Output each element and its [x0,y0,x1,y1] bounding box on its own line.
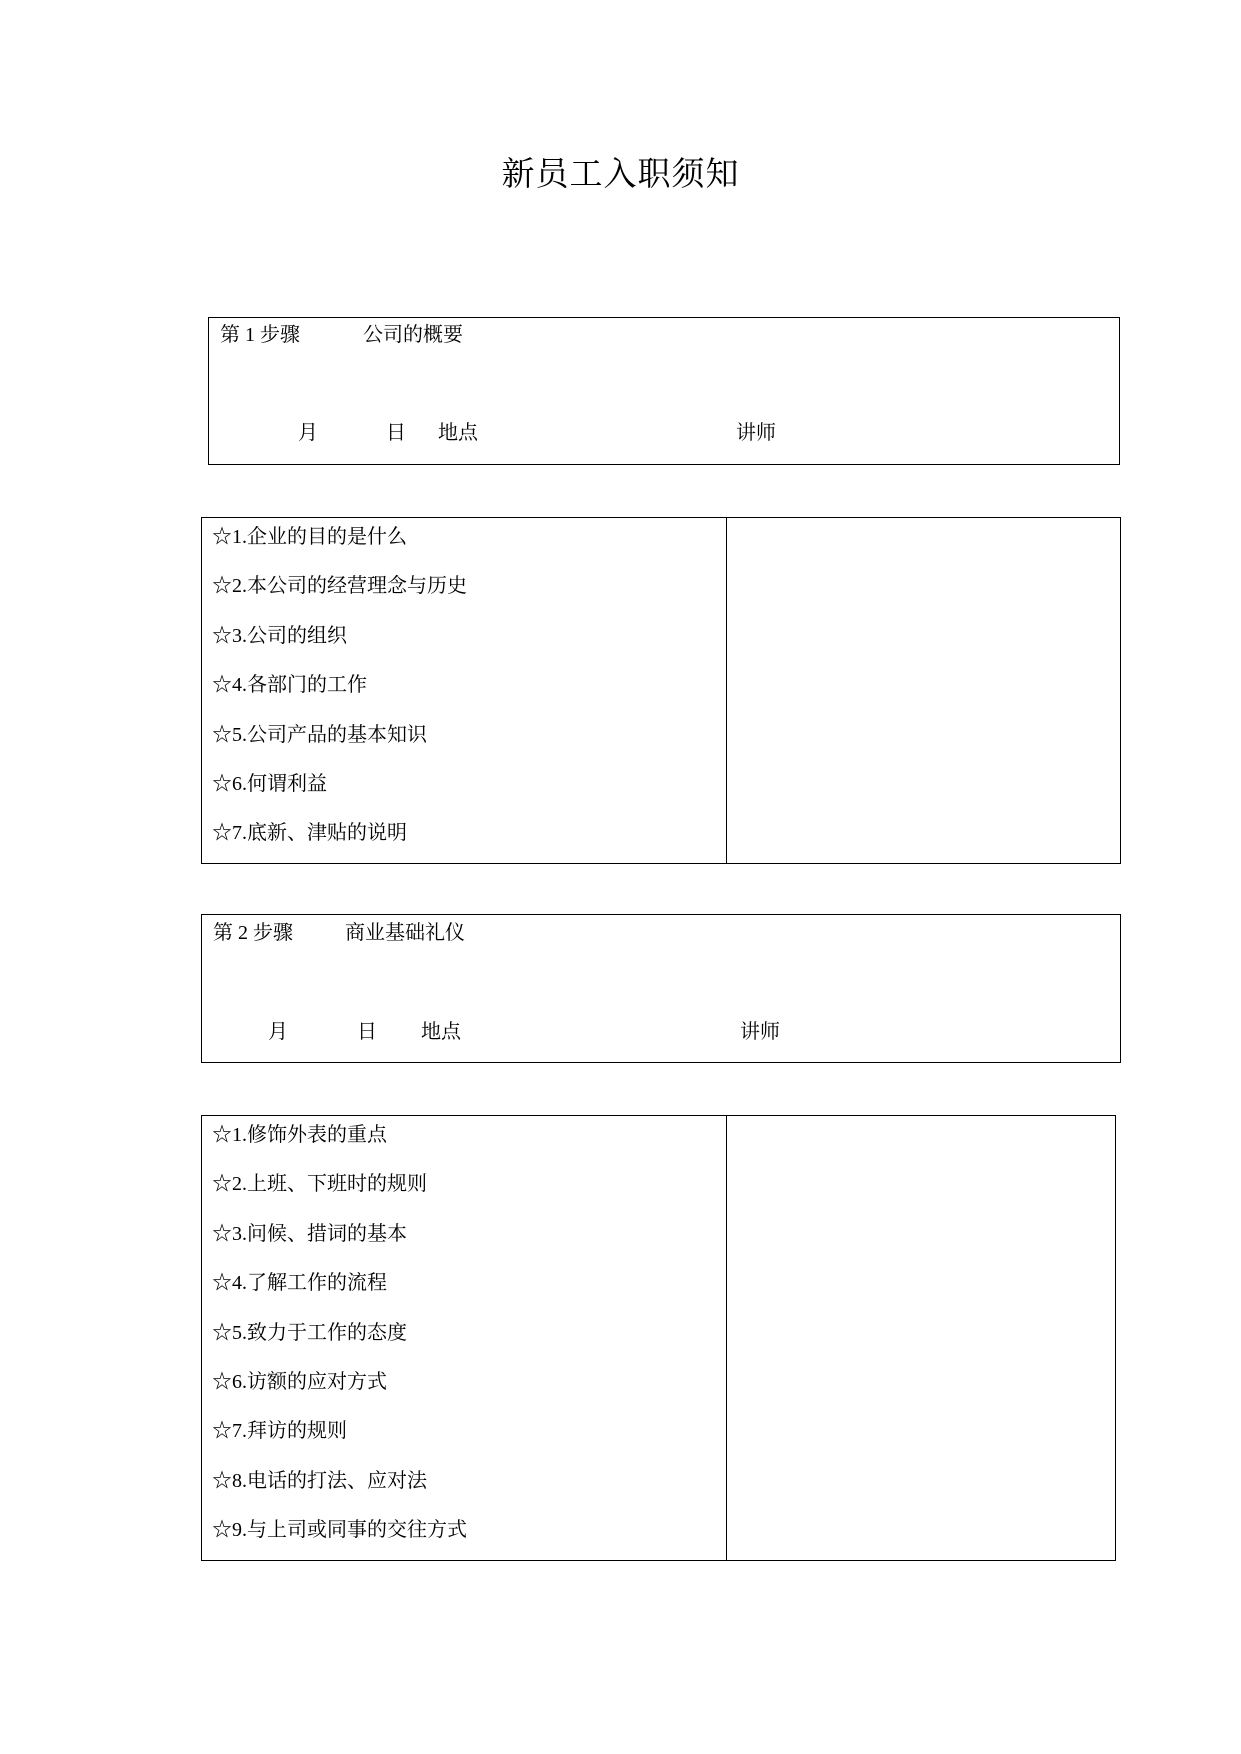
step-2-item-list [212,1116,467,1561]
step-1-header-box [208,317,1120,465]
list-item: ☆3.公司的组织 [212,624,347,647]
step-2-topic: 商业基础礼仪 [345,922,465,944]
list-item: ☆1.企业的目的是什么 [212,526,407,548]
list-item: ☆3.问候、措词的基本 [212,1222,407,1245]
step-1-place-label: 地点 [438,422,478,444]
step-1-lecturer-label: 讲师 [736,422,776,444]
list-item: ☆4.各部门的工作 [212,674,367,697]
list-item: ☆6.访额的应对方式 [212,1370,387,1393]
step-1-label: 第 1 步骤 [220,324,300,346]
list-item: ☆5.公司产品的基本知识 [212,723,427,746]
list-item: ☆5.致力于工作的态度 [212,1321,407,1344]
list-item: ☆7.拜访的规则 [212,1420,347,1443]
step-2-header-box [201,914,1121,1063]
step-2-label: 第 2 步骤 [213,922,293,944]
step-1-day-label: 日 [386,422,406,444]
step-1-item-list [212,518,467,864]
step-2-day-label: 日 [357,1021,377,1043]
step-2-place-label: 地点 [421,1021,461,1043]
document-title: 新员工入职须知 [501,154,740,193]
step-1-month-label: 月 [298,422,318,444]
step-2-lecturer-label: 讲师 [740,1021,780,1043]
list-item: ☆4.了解工作的流程 [212,1272,387,1295]
step-2-month-label: 月 [268,1021,288,1043]
list-item: ☆8.电话的打法、应对法 [212,1469,427,1492]
column-divider [726,1116,727,1560]
step-2-items-box [201,1115,1116,1561]
list-item: ☆6.何谓利益 [212,772,327,795]
list-item: ☆2.上班、下班时的规则 [212,1173,427,1196]
list-item: ☆1.修饰外表的重点 [212,1124,387,1146]
step-1-items-box [201,517,1121,864]
list-item: ☆7.底新、津贴的说明 [212,822,407,845]
step-1-topic: 公司的概要 [363,324,463,346]
column-divider [726,518,727,863]
list-item: ☆2.本公司的经营理念与历史 [212,575,467,598]
list-item: ☆9.与上司或同事的交往方式 [212,1519,467,1542]
